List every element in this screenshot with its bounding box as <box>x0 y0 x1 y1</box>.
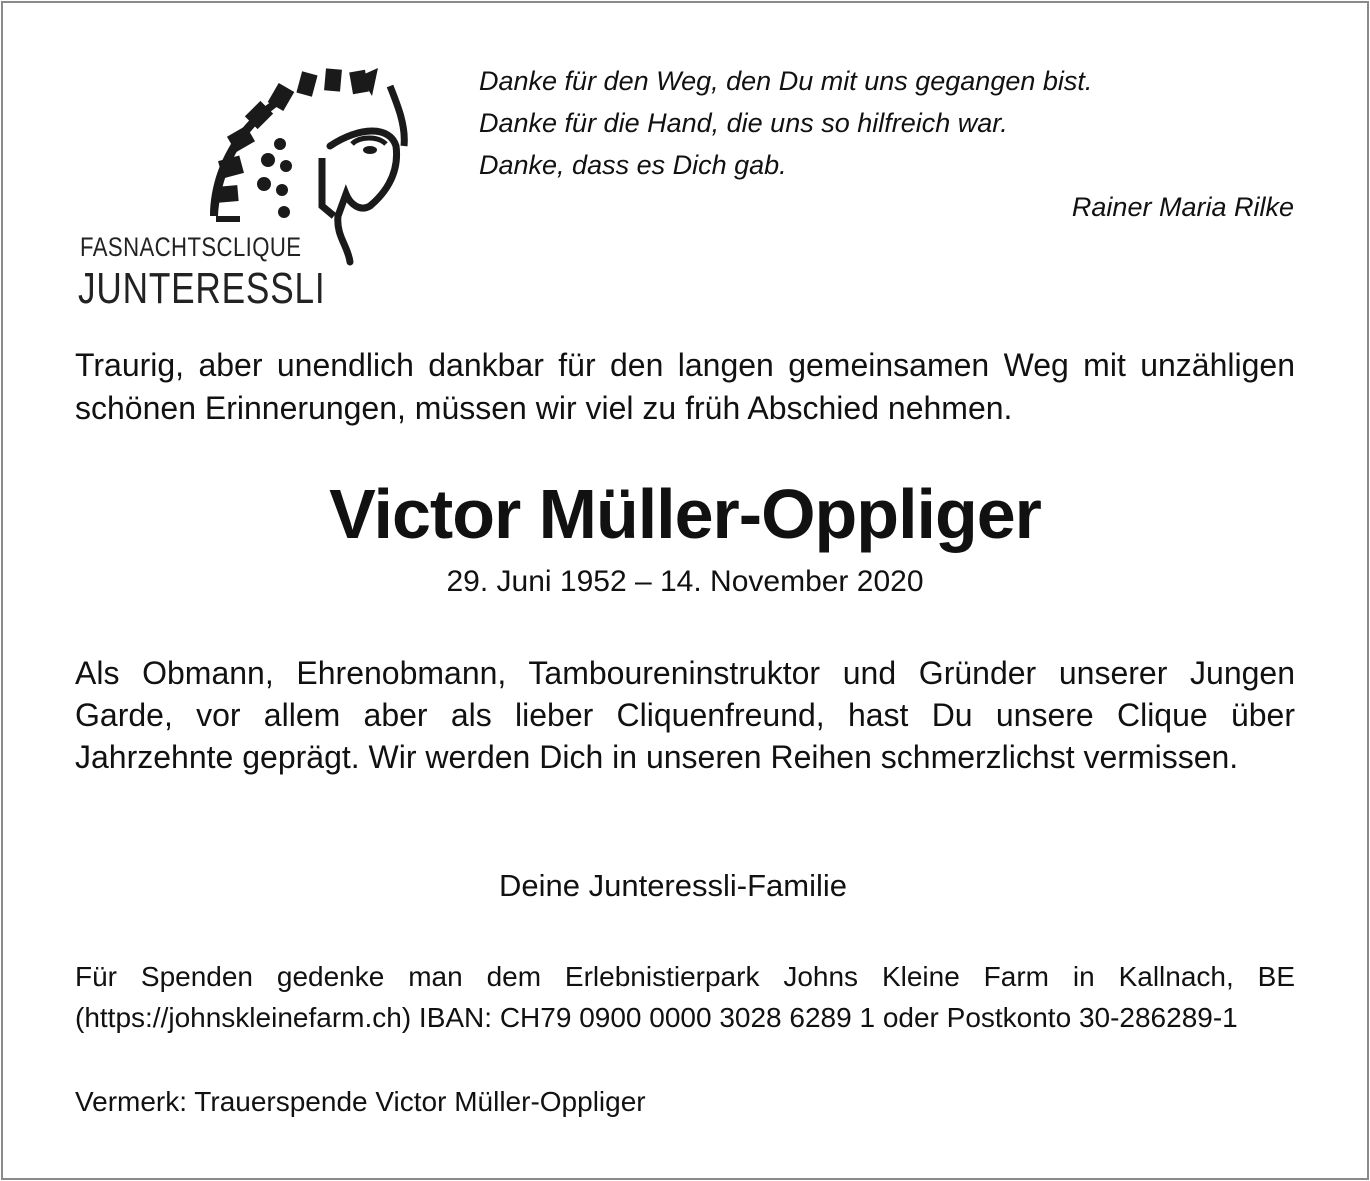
signature: Deine Junteressli-Familie <box>498 868 847 903</box>
clique-logo <box>74 66 374 316</box>
donation-memo: Vermerk: Trauerspende Victor Müller-Oppliger <box>75 1086 646 1117</box>
rilke-quote <box>479 60 1294 228</box>
quote-line-3: Danke, dass es Dich gab. <box>479 150 787 180</box>
quote-line-1: Danke für den Weg, den Du mit uns gegangen bist. <box>479 66 1093 96</box>
logo-line-junteressli: JUNTERESSLI <box>78 264 326 313</box>
tribute-paragraph: Als Obmann, Ehrenobmann, Tamboureninstruktor und Gründer unserer Jungen Garde, vor allem aber als lieber Cliquenfreund, hast Du unsere Clique über Jahrzehnte geprägt. Wir werden Dich in unseren Reihen schmerzlichst vermissen. <box>75 655 1295 775</box>
intro-paragraph: Traurig, aber unendlich dankbar für den langen gemeinsamen Weg mit unzähligen schönen Erinnerungen, müssen wir viel zu früh Abschied nehmen. <box>75 347 1295 426</box>
deceased-name: Victor Müller-Oppliger <box>329 475 1041 553</box>
quote-line-2: Danke für die Hand, die uns so hilfreich war. <box>479 108 1008 138</box>
logo-line-fasnachtsclique: FASNACHTSCLIQUE <box>80 232 302 262</box>
life-dates: 29. Juni 1952 – 14. November 2020 <box>446 565 924 598</box>
donation-info: Für Spenden gedenke man dem Erlebnistierpark Johns Kleine Farm in Kallnach, BE (https://johnskleinefarm.ch) IBAN: CH79 0900 0000 3028 6289 1 oder Postkonto 30-286289-1 <box>75 961 1295 1033</box>
quote-author: Rainer Maria Rilke <box>1071 192 1294 222</box>
